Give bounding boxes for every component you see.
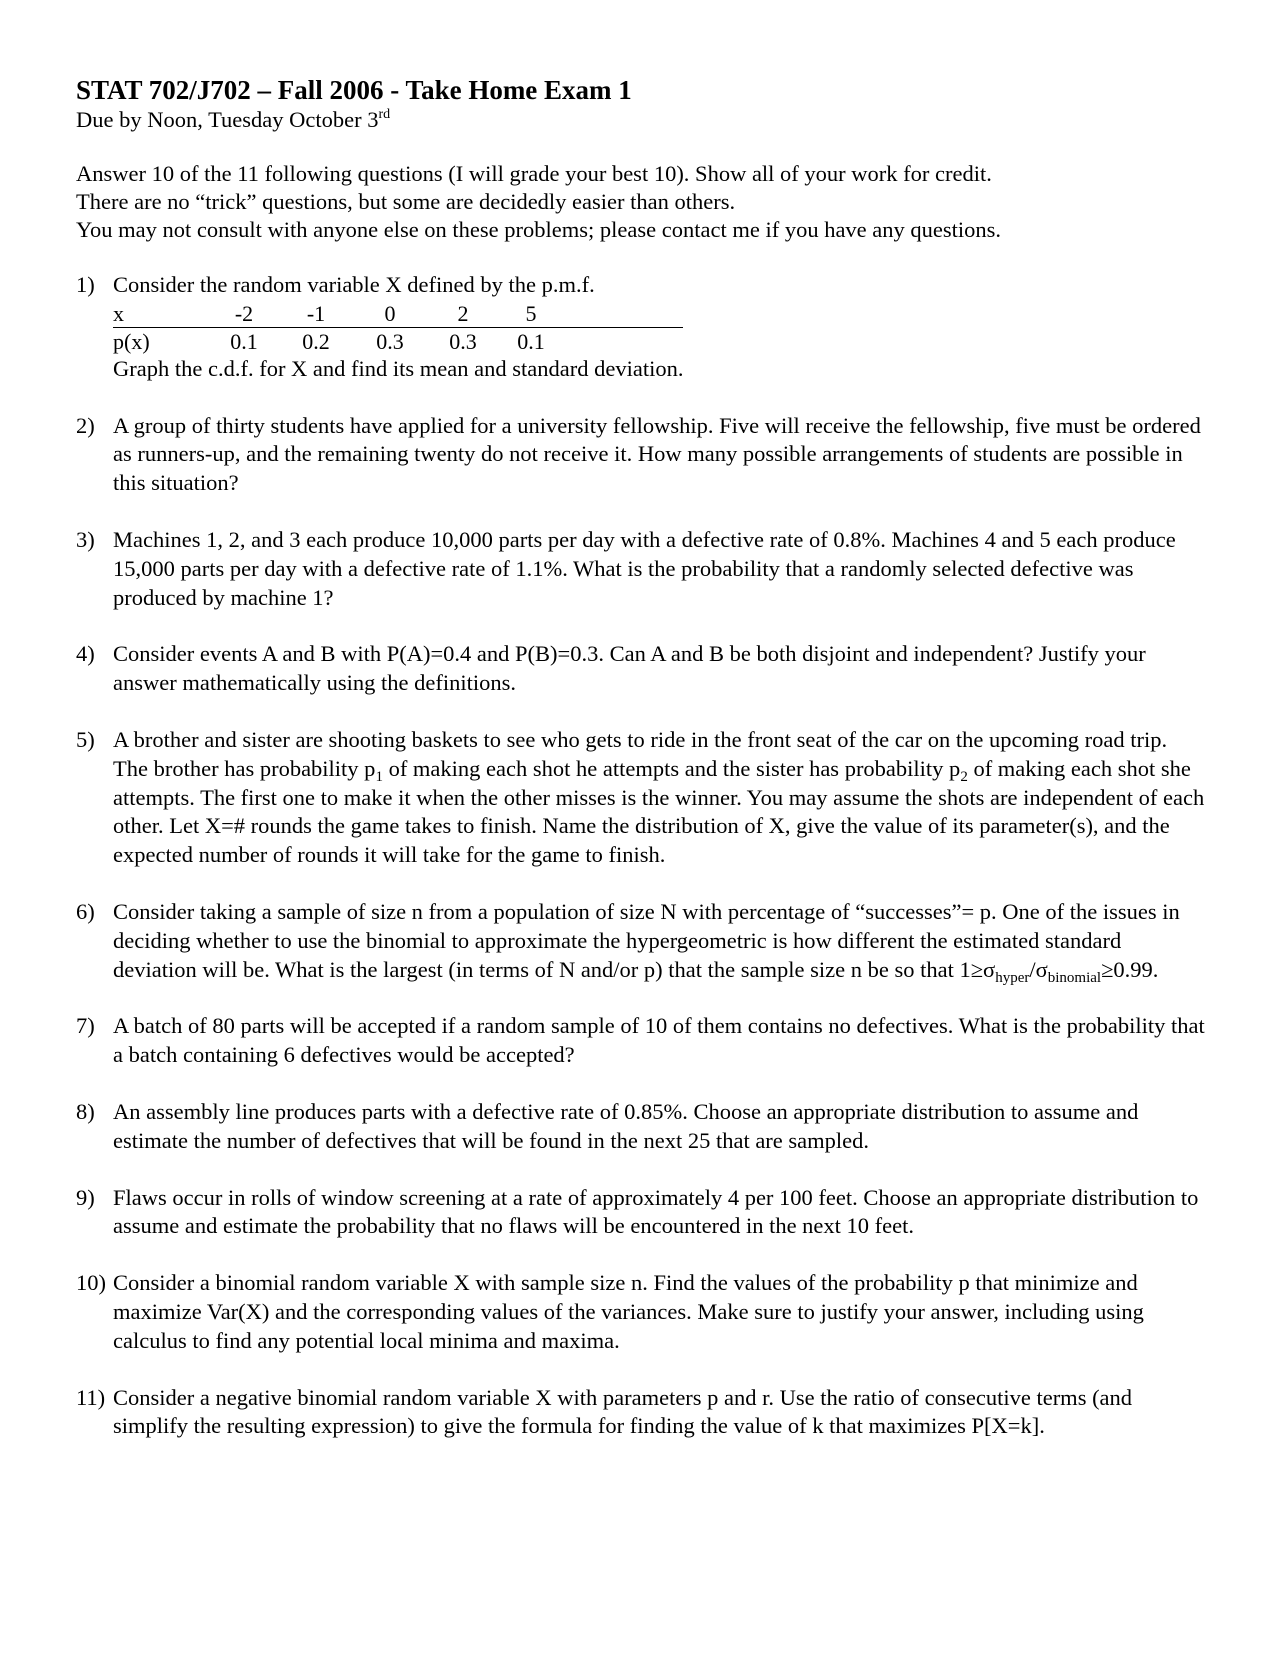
question-number: 6) <box>76 898 95 924</box>
pmf-x-row <box>113 300 683 328</box>
question-text-part: A brother and sister are shooting baskets to see who gets to ride in the front seat of the car on the upcoming road trip. The brother has probability p <box>113 726 1168 781</box>
question-1 <box>76 271 1206 384</box>
question-text <box>113 898 1206 984</box>
pmf-p-value: 0.2 <box>302 328 330 354</box>
due-date-text: Due by Noon, Tuesday October 3 <box>76 107 379 132</box>
subscript: 1 <box>375 768 383 785</box>
pmf-x-value: 0 <box>353 300 427 328</box>
pmf-p-value: 0.1 <box>230 328 258 354</box>
question-number: 3) <box>76 526 95 552</box>
pmf-p-value: 0.3 <box>449 328 477 354</box>
question-number: 10) <box>76 1270 106 1296</box>
question-9 <box>76 1184 1206 1242</box>
question-text: Consider a binomial random variable X with sample size n. Find the values of the probability p that minimize and maximize Var(X) and the corresponding values of the variances. Make sure to justify your answer, including using calculus to find any potential local minima and maxima. <box>113 1270 1144 1353</box>
question-text: Consider a negative binomial random variable X with parameters p and r. Use the ratio of consecutive terms (and simplify the resulting expression) to give the formula for finding the value of k that maximizes P[X=k]. <box>113 1384 1133 1439</box>
instructions <box>76 160 1206 244</box>
question-text: Consider the random variable X defined by the p.m.f. <box>113 272 595 297</box>
question-4 <box>76 640 1206 698</box>
due-date-ordinal: rd <box>378 107 391 122</box>
pmf-x-label: x <box>113 300 209 328</box>
question-text-continued: Graph the c.d.f. for X and find its mean and standard deviation. <box>113 355 684 381</box>
question-7 <box>76 1012 1206 1070</box>
subscript: binomial <box>1047 969 1102 986</box>
question-text: An assembly line produces parts with a defective rate of 0.85%. Choose an appropriate distribution to assume and estimate the number of defectives that will be found in the next 25 that are sampled. <box>113 1098 1139 1153</box>
pmf-x-value: 2 <box>427 300 499 328</box>
pmf-x-value: 5 <box>499 300 563 328</box>
pmf-table <box>113 300 683 355</box>
pmf-p-label: p(x) <box>113 328 150 354</box>
question-text <box>113 726 1206 870</box>
question-11 <box>76 1384 1206 1442</box>
question-5 <box>76 726 1206 870</box>
question-list <box>76 271 1206 1441</box>
question-text-part: of making each shot he attempts and the sister has probability p <box>382 755 961 781</box>
question-text: Flaws occur in rolls of window screening at a rate of approximately 4 per 100 feet. Choose an appropriate distribution to assume and estimate the probability that no flaws will be encountered in the next 10 feet. <box>113 1184 1199 1239</box>
question-text: A batch of 80 parts will be accepted if a random sample of 10 of them contains no defectives. What is the probability that a batch containing 6 defectives would be accepted? <box>113 1013 1205 1068</box>
question-3 <box>76 526 1206 612</box>
instruction-line: Answer 10 of the 11 following questions (I will grade your best 10). Show all of your work for credit. <box>76 161 992 186</box>
subscript: hyper <box>995 969 1030 986</box>
subscript: 2 <box>960 768 968 785</box>
exam-page <box>76 74 1206 1469</box>
question-number: 5) <box>76 726 95 752</box>
question-text-part: Consider taking a sample of size n from a population of size N with percentage of “successes”= p. One of the issues in deciding whether to use the binomial to approximate the hypergeometric is how different the estimated standard deviation will be. What is the largest (in terms of N and/or p) that the sample size n be so that 1≥σ <box>113 898 1180 982</box>
question-text-part: of making each shot she attempts. The first one to make it when the other misses is the winner. You may assume the shots are independent of each other. Let X=# rounds the game takes to finish. Name the distribution of X, give the value of its parameter(s), and the expected number of rounds it will take for the game to finish. <box>113 755 1205 868</box>
pmf-rule-extension <box>563 300 683 328</box>
question-2 <box>76 412 1206 498</box>
instruction-line: You may not consult with anyone else on these problems; please contact me if you have any questions. <box>76 217 1002 242</box>
question-number: 2) <box>76 412 95 438</box>
pmf-x-value: -2 <box>209 300 279 328</box>
question-6 <box>76 898 1206 984</box>
pmf-p-value: 0.1 <box>517 328 545 354</box>
due-date <box>76 106 1206 134</box>
question-number: 4) <box>76 641 95 667</box>
question-8 <box>76 1098 1206 1156</box>
pmf-x-value: -1 <box>279 300 353 328</box>
question-text: Machines 1, 2, and 3 each produce 10,000 parts per day with a defective rate of 0.8%. Machines 4 and 5 each produce 15,000 parts per day with a defective rate of 1.1%. What is the probability that a randomly selected defective was produced by machine 1? <box>113 526 1176 610</box>
exam-title: STAT 702/J702 – Fall 2006 - Take Home Exam 1 <box>76 75 632 105</box>
pmf-p-value: 0.3 <box>376 328 404 354</box>
question-text: Consider events A and B with P(A)=0.4 and P(B)=0.3. Can A and B be both disjoint and independent? Justify your answer mathematically using the definitions. <box>113 641 1146 696</box>
instruction-line: There are no “trick” questions, but some are decidedly easier than others. <box>76 189 736 214</box>
question-number: 7) <box>76 1013 95 1039</box>
question-10 <box>76 1269 1206 1355</box>
question-number: 1) <box>76 272 95 297</box>
question-number: 9) <box>76 1184 95 1210</box>
question-number: 8) <box>76 1098 95 1124</box>
pmf-p-row <box>113 327 683 355</box>
question-text-part: ≥0.99. <box>1101 956 1159 982</box>
question-number: 11) <box>76 1384 106 1410</box>
question-text-part: /σ <box>1029 956 1048 982</box>
question-text: A group of thirty students have applied for a university fellowship. Five will receive the fellowship, five must be ordered as runners-up, and the remaining twenty do not receive it. How many possible arrangements of students are possible in this situation? <box>113 412 1201 496</box>
